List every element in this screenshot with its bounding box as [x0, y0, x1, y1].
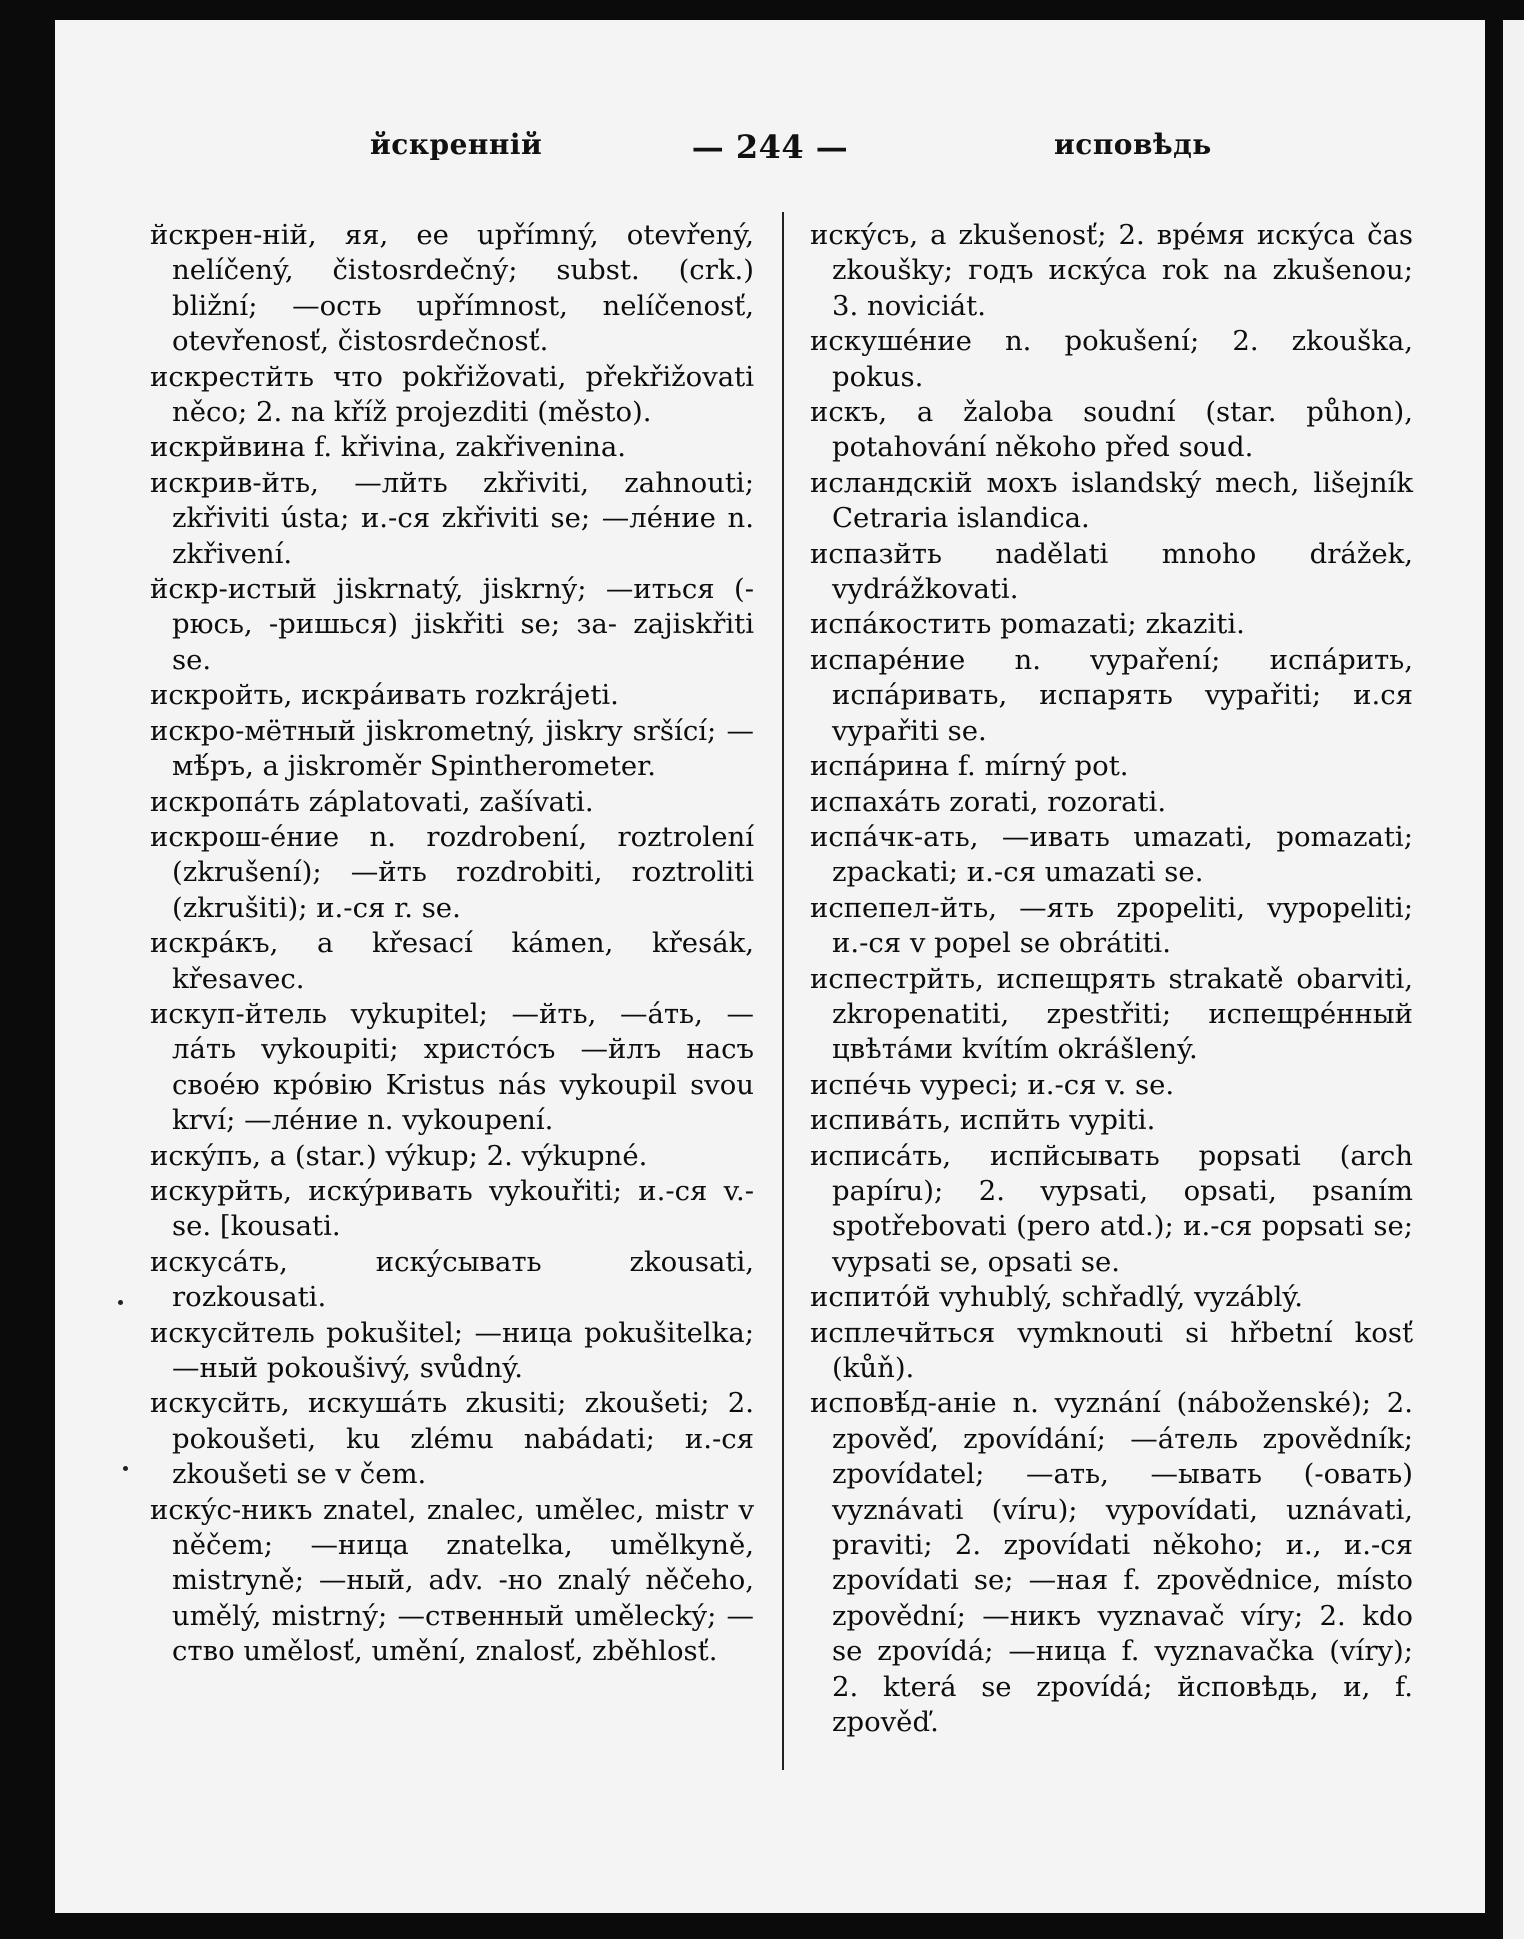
speck-mark	[123, 1466, 128, 1471]
dictionary-entry: испепел-йть, —ять zpopeliti, vypopeliti; и.-ся v popel se obrátiti.	[810, 891, 1413, 960]
left-column	[150, 218, 754, 1670]
dictionary-entry: испáчк-ать, —ивать umazati, pomazati; zpackati; и.-ся umazati se.	[810, 820, 1413, 889]
dictionary-entry: исплечйться vymknouti si hřbetní kosť (kůň).	[810, 1316, 1413, 1384]
dictionary-entry: искрош-éние n. rozdrobení, roztrolení (zkrušení); —йть rozdrobiti, roztroliti (zkrušiti); и.-ся r. se.	[150, 820, 754, 924]
header-right-guide-word: исповѣдь	[1054, 128, 1212, 161]
adjacent-page-edge	[1503, 20, 1524, 1939]
dictionary-entry: искусйтель pokušitel; —ница pokušitelka; —ный pokoušivý, svůdný.	[150, 1316, 754, 1384]
dictionary-entry: исландскiй мохъ islandský mech, lišejník Cetraria islandica.	[810, 466, 1413, 535]
dictionary-entry: искушéние n. pokušení; 2. zkouška, pokus.	[810, 325, 1413, 393]
dictionary-entry: искрив-йть, —лйть zkřiviti, zahnouti; zkřiviti ústa; и.-ся zkřiviti se; —лéние n. zkřivení.	[150, 466, 754, 570]
dictionary-entry: испарéние n. vypaření; испáрить, испáривать, испарять vypařiti; и.ся vypařiti se.	[810, 643, 1413, 747]
dictionary-entry: искýс-никъ znatel, znalec, umělec, mistr v něčem; —ница znatelka, umělkyně, mistryně; —ный, adv. -но znalý něčeho, umělý, mistrný; —ственный umělecký; —ство umělosť, umění, znalosť, zběhlosť.	[150, 1493, 754, 1668]
dictionary-entry: йскрен-нiй, яя, ее upřímný, otevřený, nelíčený, čistosrdečný; subst. (crk.) bližní; —ость upřímnost, nelíčenosť, otevřenosť, čistosrdečnosť.	[150, 219, 754, 358]
dictionary-entry: искропáть záplatovati, zašívati.	[150, 785, 594, 818]
dictionary-entry: испестрйть, испещрять strakatě obarviti, zkropenatiti, zpestřiti; испещрéнный цвѣтáми kvítím okrášlený.	[810, 962, 1413, 1066]
dictionary-entry: исписáть, испйсывать popsati (arch papíru); 2. vypsati, opsati, psaním spotřebovati (pero atd.); и.-ся popsati se; vypsati se, opsati se.	[810, 1139, 1413, 1278]
dictionary-entry: исповѣ́д-анiе n. vyznání (náboženské); 2. zpověď, zpovídání; —áтель zpovědník; zpovídatel; —ать, —ывать (-овать) vyznávati (víru); vypovídati, uznávati, praviti; 2. zpovídati někoho; и., и.-ся zpovídati se; —ная f. zpovědnice, místo zpovědní; —никъ vyznavač víry; 2. kdo se zpovídá; —ница f. vyznavačka (víry); 2. která se zpovídá; йсповѣдь, и, f. zpověď.	[810, 1387, 1413, 1739]
speck-mark	[118, 1300, 123, 1305]
column-separator	[782, 212, 784, 1770]
dictionary-entry: испáкостить pomazati; zkaziti.	[810, 608, 1245, 641]
right-column	[810, 218, 1413, 1740]
dictionary-entry: йскр-истый jiskrnatý, jiskrný; —иться (-рюсь, -ришься) jiskřiti se; за- zajiskřiti se.	[150, 573, 754, 676]
dictionary-entry: искройть, искрáивать rozkrájeti.	[150, 679, 619, 712]
header-left-guide-word: йскреннiй	[370, 128, 543, 161]
dictionary-entry: искуп-йтель vykupitel; —йть, —áть, —лáть vykoupiti; христóсъ —йлъ насъ своéю крóвiю Kristus nás vykoupil svou krví; —лéние n. vykoupení.	[150, 997, 754, 1137]
dictionary-entry: искрáкъ, а křesací kámen, křesák, křesavec.	[150, 927, 754, 995]
dictionary-entry: искýсъ, а zkušenosť; 2. врéмя искýса čas zkoušky; годъ искýса rok na zkušenou; 3. noviciát.	[810, 219, 1413, 322]
dictionary-entry: искýпъ, а (star.) výkup; 2. výkupné.	[150, 1139, 648, 1172]
dictionary-entry: испитóй vyhublý, schřadlý, vyzáblý.	[810, 1281, 1303, 1314]
dictionary-entry: испáрина f. mírný pot.	[810, 750, 1129, 783]
dictionary-entry: искусйть, искушáть zkusiti; zkoušeti; 2. pokoušeti, ku zlému nabádati; и.-ся zkoušeti se v čem.	[150, 1387, 754, 1491]
dictionary-entry: искъ, а žaloba soudní (star. půhon), potahování někoho před soud.	[810, 396, 1413, 464]
dictionary-entry: искрестйть что pokřižovati, překřižovati něco; 2. na kříž projezditi (město).	[150, 360, 754, 429]
page-number: — 244 —	[691, 128, 849, 166]
dictionary-entry: искрйвина f. křivina, zakřivenina.	[150, 431, 626, 464]
dictionary-entry: испазйть nadělati mnoho drážek, vydrážkovati.	[810, 537, 1413, 606]
dictionary-entry: испивáть, испйть vypiti.	[810, 1104, 1156, 1137]
dictionary-entry: испéчь vypeci; и.-ся v. se.	[810, 1068, 1175, 1101]
dictionary-entry: испахáть zorati, rozorati.	[810, 785, 1167, 818]
dictionary-entry: искро-мётный jiskrometný, jiskry sršící; —мѣ́ръ, а jiskroměr Spintherometer.	[150, 714, 754, 783]
dictionary-entry: искусáть, искýсывать zkousati, rozkousati.	[150, 1245, 754, 1314]
dictionary-entry: искурйть, искýривать vykouřiti; и.-ся v.-se. [kousati.	[150, 1174, 754, 1243]
